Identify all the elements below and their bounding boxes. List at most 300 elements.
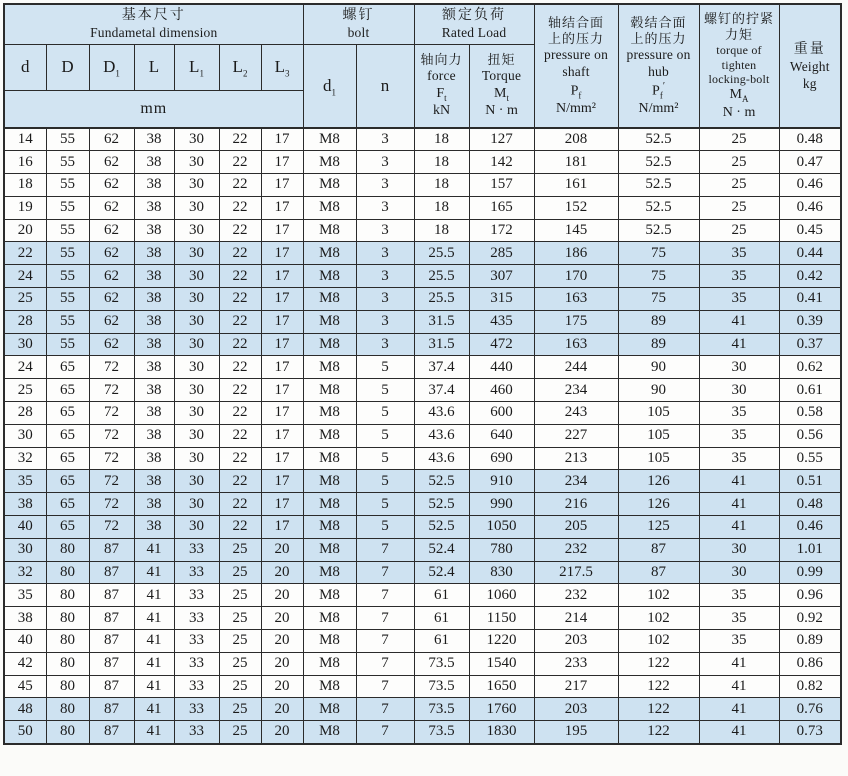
- table-cell: 0.39: [779, 310, 841, 333]
- table-cell: 52.5: [414, 493, 469, 516]
- table-cell: 216: [534, 493, 618, 516]
- table-cell: 22: [219, 128, 261, 151]
- table-cell: 126: [618, 493, 699, 516]
- header-bolt: [303, 4, 414, 44]
- table-cell: 0.58: [779, 402, 841, 425]
- table-row: [4, 675, 841, 698]
- table-row: [4, 652, 841, 675]
- table-cell: 62: [89, 310, 134, 333]
- table-cell: 17: [261, 356, 303, 379]
- table-cell: 30: [174, 265, 219, 288]
- table-cell: 17: [261, 151, 303, 174]
- table-cell: 61: [414, 630, 469, 653]
- header-rated-load: [414, 4, 534, 44]
- table-cell: 30: [174, 310, 219, 333]
- table-cell: 20: [261, 652, 303, 675]
- table-cell: 440: [469, 356, 534, 379]
- table-cell: 65: [46, 516, 89, 539]
- table-cell: 33: [174, 584, 219, 607]
- table-cell: 25.5: [414, 288, 469, 311]
- table-cell: 80: [46, 675, 89, 698]
- table-cell: 830: [469, 561, 534, 584]
- table-cell: 35: [699, 424, 779, 447]
- table-cell: 7: [356, 652, 414, 675]
- table-cell: 25: [699, 128, 779, 151]
- table-cell: 22: [219, 310, 261, 333]
- table-row: [4, 516, 841, 539]
- table-cell: M8: [303, 242, 356, 265]
- table-cell: 1830: [469, 721, 534, 744]
- table-cell: 25: [219, 630, 261, 653]
- table-cell: 17: [261, 219, 303, 242]
- table-cell: 40: [4, 630, 46, 653]
- table-cell: 38: [134, 333, 174, 356]
- table-cell: 32: [4, 561, 46, 584]
- table-cell: 22: [219, 242, 261, 265]
- table-cell: 41: [134, 607, 174, 630]
- table-cell: 460: [469, 379, 534, 402]
- table-cell: 35: [699, 265, 779, 288]
- table-row: [4, 379, 841, 402]
- table-cell: 126: [618, 470, 699, 493]
- table-cell: 75: [618, 242, 699, 265]
- table-cell: 41: [134, 675, 174, 698]
- table-cell: 3: [356, 288, 414, 311]
- table-cell: M8: [303, 721, 356, 744]
- table-cell: 55: [46, 128, 89, 151]
- table-cell: 19: [4, 196, 46, 219]
- table-cell: 0.76: [779, 698, 841, 721]
- table-cell: 30: [174, 288, 219, 311]
- table-cell: M8: [303, 196, 356, 219]
- data-table: [3, 3, 842, 745]
- table-cell: 7: [356, 698, 414, 721]
- table-cell: 22: [219, 151, 261, 174]
- table-cell: 30: [174, 196, 219, 219]
- table-cell: 62: [89, 128, 134, 151]
- table-cell: 7: [356, 607, 414, 630]
- table-cell: 17: [261, 379, 303, 402]
- col-header-L1: $L_1$: [174, 44, 219, 90]
- table-cell: 41: [134, 561, 174, 584]
- table-row: [4, 310, 841, 333]
- table-cell: 43.6: [414, 447, 469, 470]
- table-cell: 72: [89, 470, 134, 493]
- table-cell: 80: [46, 584, 89, 607]
- table-cell: 90: [618, 356, 699, 379]
- table-cell: 14: [4, 128, 46, 151]
- table-cell: 41: [699, 698, 779, 721]
- table-cell: 50: [4, 721, 46, 744]
- table-cell: 165: [469, 196, 534, 219]
- table-cell: 25: [219, 698, 261, 721]
- table-cell: 105: [618, 402, 699, 425]
- table-cell: 30: [174, 174, 219, 197]
- table-cell: 25: [219, 561, 261, 584]
- table-cell: 7: [356, 721, 414, 744]
- table-cell: 472: [469, 333, 534, 356]
- table-cell: 41: [699, 310, 779, 333]
- table-cell: 38: [134, 288, 174, 311]
- table-cell: 0.48: [779, 128, 841, 151]
- table-cell: 22: [219, 379, 261, 402]
- table-cell: 127: [469, 128, 534, 151]
- table-cell: 0.41: [779, 288, 841, 311]
- table-cell: 25.5: [414, 265, 469, 288]
- table-cell: 17: [261, 265, 303, 288]
- table-cell: 30: [4, 424, 46, 447]
- table-cell: 7: [356, 561, 414, 584]
- table-cell: 24: [4, 265, 46, 288]
- table-cell: 89: [618, 333, 699, 356]
- table-cell: 30: [174, 333, 219, 356]
- table-cell: 18: [414, 151, 469, 174]
- table-row: [4, 698, 841, 721]
- table-cell: 72: [89, 447, 134, 470]
- table-cell: M8: [303, 151, 356, 174]
- table-cell: 7: [356, 675, 414, 698]
- table-cell: 38: [134, 356, 174, 379]
- table-row: [4, 402, 841, 425]
- table-cell: 33: [174, 538, 219, 561]
- table-cell: 17: [261, 493, 303, 516]
- table-cell: 600: [469, 402, 534, 425]
- table-cell: 102: [618, 607, 699, 630]
- table-cell: 80: [46, 538, 89, 561]
- table-cell: 102: [618, 584, 699, 607]
- table-cell: 0.37: [779, 333, 841, 356]
- table-cell: 38: [134, 310, 174, 333]
- table-cell: 20: [261, 607, 303, 630]
- table-cell: 3: [356, 219, 414, 242]
- table-cell: 1220: [469, 630, 534, 653]
- table-cell: 1050: [469, 516, 534, 539]
- table-cell: 72: [89, 379, 134, 402]
- table-cell: 25: [219, 721, 261, 744]
- table-cell: 62: [89, 151, 134, 174]
- table-cell: 52.5: [618, 151, 699, 174]
- table-cell: 18: [414, 196, 469, 219]
- table-cell: 30: [699, 538, 779, 561]
- table-cell: 5: [356, 516, 414, 539]
- table-cell: 5: [356, 447, 414, 470]
- table-row: [4, 424, 841, 447]
- table-row: [4, 447, 841, 470]
- table-cell: 122: [618, 698, 699, 721]
- table-cell: 30: [4, 538, 46, 561]
- table-cell: 181: [534, 151, 618, 174]
- table-cell: 0.61: [779, 379, 841, 402]
- table-row: [4, 721, 841, 744]
- table-cell: 62: [89, 196, 134, 219]
- table-cell: 22: [219, 174, 261, 197]
- table-cell: 72: [89, 516, 134, 539]
- table-cell: 0.99: [779, 561, 841, 584]
- table-cell: 52.5: [618, 174, 699, 197]
- table-cell: 17: [261, 174, 303, 197]
- table-cell: 41: [699, 516, 779, 539]
- table-cell: 45: [4, 675, 46, 698]
- table-cell: 72: [89, 493, 134, 516]
- table-cell: M8: [303, 447, 356, 470]
- table-cell: 285: [469, 242, 534, 265]
- table-cell: 33: [174, 698, 219, 721]
- table-cell: 3: [356, 310, 414, 333]
- table-cell: 234: [534, 379, 618, 402]
- table-cell: 7: [356, 630, 414, 653]
- table-cell: 0.46: [779, 174, 841, 197]
- table-cell: M8: [303, 402, 356, 425]
- table-cell: 33: [174, 721, 219, 744]
- table-cell: 80: [46, 630, 89, 653]
- table-row: [4, 196, 841, 219]
- table-cell: 315: [469, 288, 534, 311]
- table-cell: M8: [303, 698, 356, 721]
- table-cell: M8: [303, 333, 356, 356]
- table-cell: 22: [219, 470, 261, 493]
- table-cell: 28: [4, 402, 46, 425]
- table-cell: M8: [303, 493, 356, 516]
- table-cell: 435: [469, 310, 534, 333]
- table-cell: M8: [303, 219, 356, 242]
- table-cell: 217.5: [534, 561, 618, 584]
- col-header-d1: $d_1$: [303, 44, 356, 128]
- table-cell: 55: [46, 288, 89, 311]
- table-cell: 307: [469, 265, 534, 288]
- table-cell: 41: [134, 652, 174, 675]
- table-cell: 38: [134, 424, 174, 447]
- table-cell: 170: [534, 265, 618, 288]
- table-cell: M8: [303, 356, 356, 379]
- table-cell: 122: [618, 721, 699, 744]
- table-cell: M8: [303, 538, 356, 561]
- table-cell: 38: [134, 151, 174, 174]
- table-cell: 35: [699, 584, 779, 607]
- table-cell: 22: [219, 424, 261, 447]
- table-header: [4, 4, 841, 128]
- table-cell: M8: [303, 516, 356, 539]
- table-row: [4, 265, 841, 288]
- table-cell: 25: [699, 151, 779, 174]
- table-body: [4, 128, 841, 744]
- table-cell: 20: [4, 219, 46, 242]
- table-cell: 52.5: [618, 128, 699, 151]
- table-cell: M8: [303, 630, 356, 653]
- table-cell: 35: [699, 607, 779, 630]
- table-cell: 17: [261, 402, 303, 425]
- table-cell: 910: [469, 470, 534, 493]
- table-cell: 17: [261, 516, 303, 539]
- table-cell: M8: [303, 265, 356, 288]
- table-cell: 157: [469, 174, 534, 197]
- table-cell: 175: [534, 310, 618, 333]
- table-cell: 0.44: [779, 242, 841, 265]
- table-cell: 62: [89, 333, 134, 356]
- table-cell: 30: [174, 219, 219, 242]
- table-cell: 22: [219, 447, 261, 470]
- table-cell: 102: [618, 630, 699, 653]
- table-cell: 161: [534, 174, 618, 197]
- table-row: [4, 470, 841, 493]
- table-cell: 65: [46, 356, 89, 379]
- table-cell: 52.4: [414, 538, 469, 561]
- table-cell: 5: [356, 356, 414, 379]
- table-row: [4, 333, 841, 356]
- table-cell: 38: [134, 242, 174, 265]
- table-cell: 0.48: [779, 493, 841, 516]
- table-cell: 232: [534, 584, 618, 607]
- table-cell: 20: [261, 584, 303, 607]
- table-cell: 195: [534, 721, 618, 744]
- table-row: [4, 242, 841, 265]
- table-cell: 35: [699, 402, 779, 425]
- table-cell: M8: [303, 128, 356, 151]
- table-cell: 65: [46, 402, 89, 425]
- table-cell: 35: [699, 630, 779, 653]
- table-cell: M8: [303, 174, 356, 197]
- table-row: [4, 561, 841, 584]
- table-cell: 20: [261, 698, 303, 721]
- table-cell: 17: [261, 447, 303, 470]
- table-cell: 43.6: [414, 424, 469, 447]
- table-cell: M8: [303, 470, 356, 493]
- header-bolt-zh: 螺钉: [342, 8, 375, 24]
- table-cell: 52.4: [414, 561, 469, 584]
- table-cell: 7: [356, 538, 414, 561]
- table-cell: 38: [134, 470, 174, 493]
- table-cell: 73.5: [414, 675, 469, 698]
- table-cell: 87: [89, 698, 134, 721]
- table-cell: 72: [89, 402, 134, 425]
- table-cell: 65: [46, 470, 89, 493]
- table-cell: 0.86: [779, 652, 841, 675]
- table-cell: 35: [4, 584, 46, 607]
- table-cell: 30: [174, 379, 219, 402]
- table-cell: 217: [534, 675, 618, 698]
- table-cell: 122: [618, 652, 699, 675]
- table-cell: M8: [303, 310, 356, 333]
- table-cell: 87: [89, 584, 134, 607]
- table-cell: 31.5: [414, 333, 469, 356]
- table-cell: 38: [134, 265, 174, 288]
- table-cell: 41: [699, 493, 779, 516]
- table-cell: 38: [134, 402, 174, 425]
- table-cell: 52.5: [414, 470, 469, 493]
- table-cell: 214: [534, 607, 618, 630]
- table-cell: 75: [618, 288, 699, 311]
- table-cell: 17: [261, 128, 303, 151]
- table-cell: 22: [219, 516, 261, 539]
- table-cell: 72: [89, 356, 134, 379]
- col-header-torque: 扭矩 Torque $M_t$ N · m: [469, 44, 534, 128]
- table-cell: 38: [134, 493, 174, 516]
- table-cell: 0.42: [779, 265, 841, 288]
- table-cell: 125: [618, 516, 699, 539]
- table-cell: 30: [174, 128, 219, 151]
- table-cell: 1060: [469, 584, 534, 607]
- table-cell: 62: [89, 265, 134, 288]
- table-cell: 22: [219, 265, 261, 288]
- table-cell: 32: [4, 447, 46, 470]
- header-basic-zh: 基本尺寸: [121, 8, 186, 24]
- table-cell: 0.45: [779, 219, 841, 242]
- table-cell: 17: [261, 424, 303, 447]
- table-cell: 41: [134, 698, 174, 721]
- table-row: [4, 151, 841, 174]
- table-cell: 5: [356, 402, 414, 425]
- table-cell: 28: [4, 310, 46, 333]
- table-row: [4, 128, 841, 151]
- table-cell: 30: [699, 561, 779, 584]
- table-cell: 30: [4, 333, 46, 356]
- table-cell: 25: [219, 538, 261, 561]
- table-cell: 25: [699, 174, 779, 197]
- table-cell: 163: [534, 333, 618, 356]
- table-cell: 41: [134, 538, 174, 561]
- table-cell: 142: [469, 151, 534, 174]
- table-cell: 18: [414, 219, 469, 242]
- table-cell: 0.89: [779, 630, 841, 653]
- table-cell: 0.62: [779, 356, 841, 379]
- table-cell: 17: [261, 470, 303, 493]
- table-cell: M8: [303, 288, 356, 311]
- table-cell: 35: [699, 447, 779, 470]
- table-cell: 22: [219, 356, 261, 379]
- table-cell: 16: [4, 151, 46, 174]
- table-cell: 213: [534, 447, 618, 470]
- table-cell: M8: [303, 652, 356, 675]
- table-row: [4, 174, 841, 197]
- table-cell: 41: [699, 470, 779, 493]
- col-header-L2: $L_2$: [219, 44, 261, 90]
- table-cell: 87: [618, 561, 699, 584]
- col-header-force: 轴向力 force $F_t$ kN: [414, 44, 469, 128]
- table-cell: 145: [534, 219, 618, 242]
- table-cell: 20: [261, 630, 303, 653]
- table-row: [4, 493, 841, 516]
- table-cell: 75: [618, 265, 699, 288]
- header-basic-dimension: [4, 4, 303, 44]
- table-cell: 41: [134, 721, 174, 744]
- table-cell: 65: [46, 447, 89, 470]
- header-unit-mm: mm: [4, 90, 303, 128]
- table-row: [4, 356, 841, 379]
- table-cell: 0.55: [779, 447, 841, 470]
- table-cell: 25: [219, 675, 261, 698]
- col-header-L3: $L_3$: [261, 44, 303, 90]
- table-cell: 33: [174, 607, 219, 630]
- table-cell: M8: [303, 607, 356, 630]
- table-cell: 20: [261, 561, 303, 584]
- table-cell: 80: [46, 721, 89, 744]
- table-cell: 163: [534, 288, 618, 311]
- table-cell: 55: [46, 219, 89, 242]
- table-cell: 0.73: [779, 721, 841, 744]
- table-cell: 33: [174, 652, 219, 675]
- table-cell: 208: [534, 128, 618, 151]
- table-cell: 52.5: [414, 516, 469, 539]
- table-cell: 87: [618, 538, 699, 561]
- table-cell: 38: [4, 493, 46, 516]
- table-cell: 30: [174, 151, 219, 174]
- table-cell: 61: [414, 584, 469, 607]
- table-cell: 232: [534, 538, 618, 561]
- table-cell: 25: [699, 219, 779, 242]
- table-cell: 35: [699, 242, 779, 265]
- table-cell: 43.6: [414, 402, 469, 425]
- table-cell: 33: [174, 630, 219, 653]
- table-cell: 0.46: [779, 196, 841, 219]
